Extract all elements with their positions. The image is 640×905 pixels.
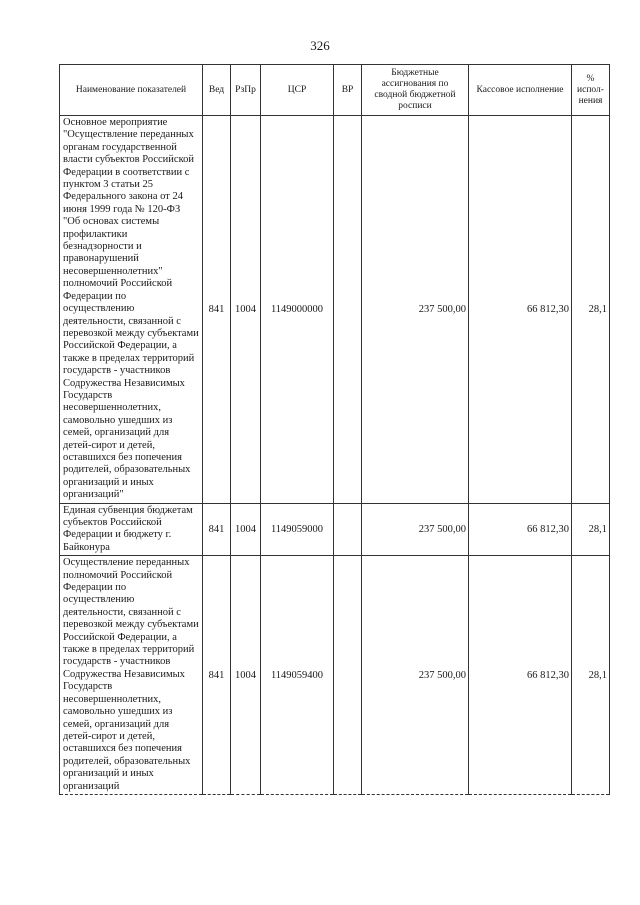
budget-table [59,64,610,795]
table-row [60,503,610,556]
header-percent: % испол-нения [572,65,610,116]
row-ved: 841 [203,503,231,556]
header-csr: ЦСР [261,65,334,116]
row-vr [334,116,362,504]
header-ved: Вед [203,65,231,116]
row-cash-execution: 66 812,30 [469,116,572,504]
row-vr [334,503,362,556]
row-csr: 1149059000 [261,503,334,556]
row-rzpr: 1004 [231,556,261,795]
page-number: 326 [310,38,330,53]
row-assignments: 237 500,00 [362,503,469,556]
row-percent: 28,1 [572,116,610,504]
row-cash-execution: 66 812,30 [469,556,572,795]
row-cash-execution: 66 812,30 [469,503,572,556]
row-assignments: 237 500,00 [362,556,469,795]
header-vr: ВР [334,65,362,116]
row-name: Единая субвенция бюджетам субъектов Российской Федерации и бюджету г. Байконура [60,503,203,556]
row-ved: 841 [203,556,231,795]
row-rzpr: 1004 [231,503,261,556]
table-row [60,556,610,795]
header-row [60,65,610,116]
header-name: Наименование показателей [60,65,203,116]
row-rzpr: 1004 [231,116,261,504]
row-name: Основное мероприятие "Осуществление переданных органам государственной власти субъектов Российской Федерации в соответствии с пунктом 3 статьи 25 Федерального закона от 24 июня 1999 года № 120-ФЗ "Об основах системы профилактики безнадзорности и правонарушений несовершеннолетних" полномочий Российской Федерации по осуществлению деятельности, связанной с перевозкой между субъектами Российской Федерации, а также в пределах территорий государств - участников Содружества Независимых Государств несовершеннолетних, самовольно ушедших из семей, организаций для детей-сирот и детей, оставшихся без попечения родителей, образовательных организаций и иных организаций" [60,116,203,504]
header-rzpr: РзПр [231,65,261,116]
row-vr [334,556,362,795]
table-row [60,116,610,504]
row-csr: 1149000000 [261,116,334,504]
row-csr: 1149059400 [261,556,334,795]
row-assignments: 237 500,00 [362,116,469,504]
header-assignments: Бюджетные ассигнования по сводной бюджетной росписи [362,65,469,116]
row-name: Осуществление переданных полномочий Российской Федерации по осуществлению деятельности, связанной с перевозкой между субъектами Российской Федерации, а также в пределах территорий государств - участников Содружества Независимых Государств несовершеннолетних, самовольно ушедших из семей, организаций для детей-сирот и детей, оставшихся без попечения родителей, образовательных организаций и иных организаций [60,556,203,795]
row-percent: 28,1 [572,503,610,556]
header-cash-execution: Кассовое исполнение [469,65,572,116]
row-ved: 841 [203,116,231,504]
row-percent: 28,1 [572,556,610,795]
